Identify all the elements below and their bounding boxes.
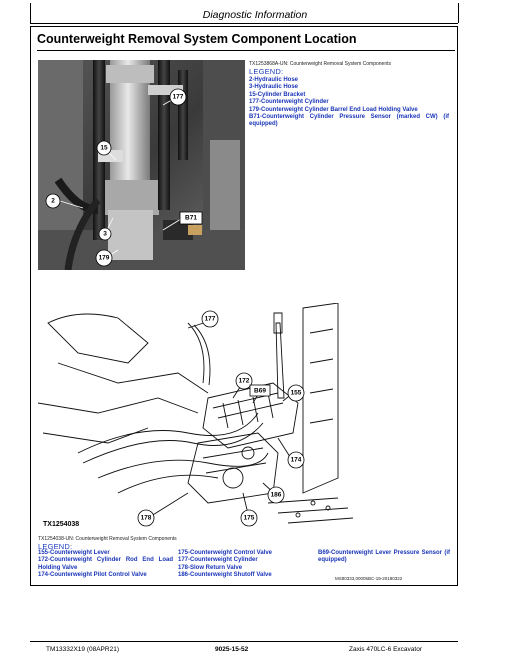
figure2-legend-col1 (38, 550, 173, 580)
figure2-legend-col2 (178, 550, 313, 580)
footer-manual-id: TM13332X19 (08APR21) (46, 646, 119, 653)
title-rule (37, 50, 455, 51)
legend-item: 15-Cylinder Bracket (249, 91, 306, 98)
component-line-drawing (38, 303, 358, 533)
figure1-id: TX1253868A-UN: Counterweight Removal System Components (249, 61, 392, 67)
callout-155 (288, 385, 304, 401)
figure2-legend-title: LEGEND: (38, 542, 73, 551)
legend-item: 177-Counterweight Cylinder (249, 99, 329, 106)
svg-text:155: 155 (290, 389, 302, 397)
legend-item: 172-Counterweight Cylinder Rod End Load Holding Valve (38, 557, 173, 571)
footer-page-number: 9025-15-52 (215, 646, 249, 653)
document-id: MS80333,00005BC-19-20180322 (335, 576, 403, 581)
svg-text:15: 15 (100, 144, 108, 152)
figure1-legend (249, 77, 449, 129)
svg-text:B69: B69 (254, 387, 266, 395)
callout-177 (170, 89, 186, 105)
callout-179 (96, 250, 112, 266)
callout-174 (288, 452, 304, 468)
legend-item: 2-Hydraulic Hose (249, 77, 299, 83)
svg-text:3: 3 (103, 230, 107, 238)
svg-text:175: 175 (243, 514, 255, 522)
callout-175 (241, 510, 257, 526)
svg-text:177: 177 (172, 93, 184, 101)
footer-rule (30, 641, 458, 642)
svg-text:174: 174 (290, 456, 302, 464)
legend-item: 175-Counterweight Control Valve (178, 550, 273, 556)
callout-177-lower (202, 311, 218, 327)
legend-item: 3-Hydraulic Hose (249, 84, 299, 91)
callout-178 (138, 510, 154, 526)
figure2-image-label: TX1254038 (43, 521, 80, 528)
legend-item: 174-Counterweight Pilot Control Valve (38, 572, 147, 579)
legend-item: 178-Slow Return Valve (178, 564, 243, 571)
legend-item: 177-Counterweight Cylinder (178, 557, 258, 564)
legend-item: B69-Counterweight Lever Pressure Sensor (if equipped) (318, 550, 450, 564)
legend-item: B71-Counterweight Cylinder Pressure Sensor (marked CW) (if equipped) (249, 114, 449, 128)
component-photo (38, 60, 245, 270)
legend-item: 155-Counterweight Lever (38, 550, 110, 556)
figure1-legend-title: LEGEND: (249, 67, 284, 76)
svg-text:186: 186 (270, 491, 282, 499)
svg-text:177: 177 (204, 315, 216, 323)
figure2-id: TX1254038-UN: Counterweight Removal System Components (38, 536, 177, 542)
svg-text:178: 178 (140, 514, 152, 522)
page-title: Counterweight Removal System Component Location (37, 32, 357, 46)
callout-186 (268, 487, 284, 503)
section-header: Diagnostic Information (202, 9, 308, 21)
svg-text:B71: B71 (185, 214, 197, 222)
header-rule (30, 23, 458, 24)
callout-3 (99, 228, 111, 240)
footer-model: Zaxis 470LC-6 Excavator (349, 646, 422, 653)
callout-15 (97, 141, 111, 155)
callout-b71 (180, 212, 202, 224)
legend-item: 179-Counterweight Cylinder Barrel End Load Holding Valve (249, 106, 418, 113)
svg-text:172: 172 (238, 377, 250, 385)
legend-item: 186-Counterweight Shutoff Valve (178, 572, 272, 579)
figure2-legend-col3 (318, 550, 450, 565)
svg-text:2: 2 (51, 197, 55, 205)
callout-2 (46, 194, 60, 208)
svg-text:179: 179 (98, 254, 110, 262)
callout-b69 (250, 385, 270, 396)
